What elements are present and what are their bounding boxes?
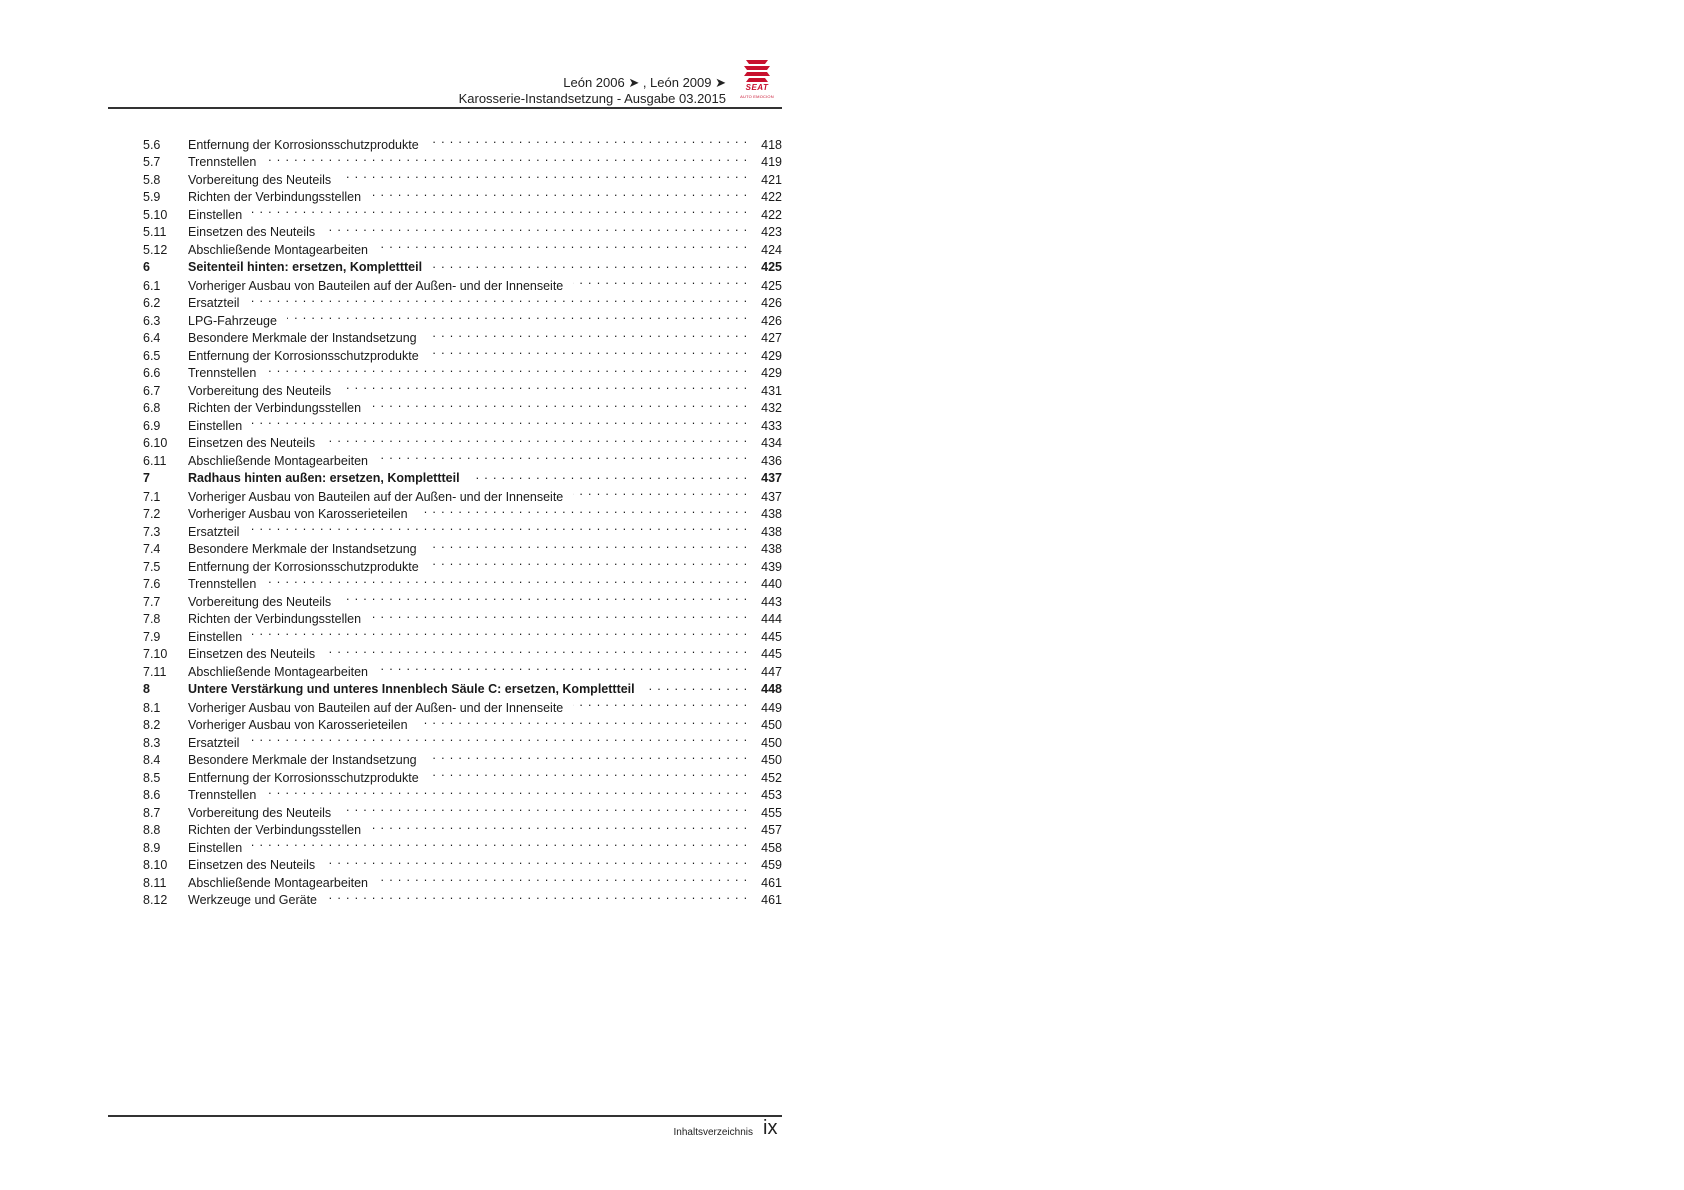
toc-dot-leader (418, 712, 748, 730)
toc-entry-page: 429 (761, 366, 782, 380)
toc-entry-number: 6.4 (143, 331, 161, 345)
header-titles (459, 75, 726, 107)
toc-entry-number: 5.12 (143, 242, 168, 257)
toc-entry-title: Einstellen (188, 629, 243, 644)
toc-row[interactable] (143, 131, 782, 152)
toc-entry-number: 8.5 (143, 770, 161, 785)
toc-entry-page: 419 (761, 155, 782, 169)
toc-dot-leader (371, 817, 748, 835)
toc-entry-title: Entfernung der Korrosionsschutzprodukte (188, 559, 419, 574)
toc-entry-number: 7 (143, 471, 150, 485)
toc-entry-number: 7.4 (143, 542, 161, 556)
toc-entry-number: 6.5 (143, 348, 161, 363)
toc-entry-number: 6 (143, 260, 150, 274)
toc-entry-page: 457 (761, 823, 782, 837)
toc-entry-title: Richten der Verbindungsstellen (188, 823, 362, 837)
toc-entry-number: 7.8 (143, 612, 161, 626)
toc-dot-leader (429, 342, 748, 360)
toc-dot-leader (266, 571, 748, 589)
toc-dot-leader (429, 764, 748, 782)
toc-dot-leader (341, 799, 748, 817)
toc-entry-title: Besondere Merkmale der Instandsetzung (188, 331, 417, 345)
toc-dot-leader (252, 412, 748, 430)
toc-entry-title: Abschließende Montagearbeiten (188, 242, 368, 257)
toc-entry-title: LPG-Fahrzeuge (188, 313, 277, 328)
toc-dot-leader (427, 325, 748, 343)
toc-chapter-row[interactable] (143, 465, 782, 484)
toc-entry-number: 7.11 (143, 664, 167, 679)
toc-entry-number: 8.9 (143, 840, 161, 855)
toc-entry-title: Einsetzen des Neuteils (188, 225, 316, 239)
toc-dot-leader (378, 447, 748, 465)
toc-dot-leader (266, 360, 748, 378)
toc-entry-page: 453 (761, 788, 782, 802)
header-subtitle: Karosserie-Instandsetzung - Ausgabe 03.2015 (458, 91, 726, 106)
toc-entry-number: 5.8 (143, 172, 161, 187)
toc-dot-leader (418, 501, 748, 519)
toc-entry-number: 5.6 (143, 137, 161, 152)
toc-entry-number: 5.9 (143, 190, 161, 204)
toc-entry-page: 447 (761, 664, 782, 679)
toc-entry-page: 452 (761, 770, 782, 785)
toc-entry-number: 8.12 (143, 893, 168, 907)
toc-dot-leader (378, 869, 748, 887)
toc-dot-leader (325, 430, 748, 448)
toc-entry-page: 444 (761, 612, 782, 626)
toc-entry-title: Richten der Verbindungsstellen (188, 401, 362, 415)
toc-dot-leader (327, 887, 748, 905)
toc-entry-number: 5.10 (143, 207, 168, 222)
toc-entry-page: 450 (761, 753, 782, 767)
header-divider (108, 107, 782, 109)
toc-entry-number: 8 (143, 682, 150, 696)
toc-entry-title: Trennstellen (188, 155, 257, 169)
toc-chapter-row[interactable] (143, 254, 782, 273)
toc-entry-title: Abschließende Montagearbeiten (188, 664, 368, 679)
toc-entry-number: 6.8 (143, 401, 161, 415)
toc-dot-leader (325, 219, 748, 237)
toc-entry-page: 426 (761, 313, 782, 328)
toc-dot-leader (432, 254, 748, 272)
toc-dot-leader (429, 553, 748, 571)
toc-entry-number: 8.3 (143, 735, 161, 750)
toc-entry-number: 6.7 (143, 383, 161, 398)
toc-entry-page: 432 (761, 401, 782, 415)
toc-entry-title: Vorheriger Ausbau von Karosserieteilen (188, 718, 408, 732)
toc-entry-title: Abschließende Montagearbeiten (188, 453, 368, 468)
toc-entry-page: 450 (761, 735, 782, 750)
toc-entry-page: 450 (761, 718, 782, 732)
toc-entry-title: Einsetzen des Neuteils (188, 858, 316, 872)
toc-dot-leader (470, 465, 748, 483)
toc-entry-title: Ersatzteil (188, 735, 240, 750)
toc-entry-number: 6.3 (143, 313, 161, 328)
toc-entry-title: Richten der Verbindungsstellen (188, 190, 362, 204)
toc-entry-title: Vorbereitung des Neuteils (188, 805, 332, 820)
toc-entry-title: Entfernung der Korrosionsschutzprodukte (188, 137, 419, 152)
toc-entry-title: Vorheriger Ausbau von Bauteilen auf der Außen- und der Innenseite (188, 489, 564, 504)
toc-entry-title: Vorbereitung des Neuteils (188, 172, 332, 187)
toc-entry-title: Radhaus hinten außen: ersetzen, Komplettteil (188, 471, 460, 485)
toc-entry-page: 431 (761, 383, 782, 398)
page-header (108, 58, 782, 108)
toc-entry-number: 7.6 (143, 577, 161, 591)
toc-entry-title: Vorheriger Ausbau von Bauteilen auf der Außen- und der Innenseite (188, 278, 564, 293)
toc-dot-leader (427, 536, 748, 554)
toc-entry-page: 437 (761, 471, 782, 485)
toc-entry-page: 423 (761, 225, 782, 239)
toc-entry-page: 427 (761, 331, 782, 345)
toc-dot-leader (378, 658, 748, 676)
toc-entry-page: 437 (761, 489, 782, 504)
toc-entry-page: 418 (761, 137, 782, 152)
header-models: León 2006 ➤ , León 2009 ➤ (563, 75, 726, 90)
toc-entry-number: 6.9 (143, 418, 161, 433)
toc-entry-page: 421 (761, 172, 782, 187)
toc-entry-page: 445 (761, 647, 782, 661)
toc-entry-number: 8.7 (143, 805, 161, 820)
toc-entry-page: 434 (761, 436, 782, 450)
table-of-contents (143, 131, 782, 907)
toc-dot-leader (645, 676, 748, 694)
toc-entry-title: Vorheriger Ausbau von Bauteilen auf der Außen- und der Innenseite (188, 700, 564, 715)
toc-entry-page: 424 (761, 242, 782, 257)
toc-entry-page: 429 (761, 348, 782, 363)
toc-entry-page: 422 (761, 190, 782, 204)
toc-entry-title: Vorbereitung des Neuteils (188, 594, 332, 609)
toc-entry-number: 7.5 (143, 559, 161, 574)
toc-entry-page: 461 (761, 875, 782, 890)
toc-dot-leader (371, 606, 748, 624)
toc-entry-number: 6.10 (143, 436, 168, 450)
toc-dot-leader (341, 588, 748, 606)
seat-logo-icon (732, 58, 782, 84)
toc-dot-leader (573, 272, 748, 290)
toc-entry-number: 7.7 (143, 594, 161, 609)
toc-entry-title: Einstellen (188, 840, 243, 855)
toc-dot-leader (371, 184, 748, 202)
toc-dot-leader (341, 377, 748, 395)
toc-entry-page: 426 (761, 296, 782, 310)
toc-entry-number: 6.6 (143, 366, 161, 380)
toc-dot-leader (325, 852, 748, 870)
toc-dot-leader (427, 747, 748, 765)
toc-entry-title: Ersatzteil (188, 524, 240, 539)
toc-entry-number: 8.2 (143, 718, 161, 732)
toc-entry-page: 433 (761, 418, 782, 433)
toc-entry-title: Abschließende Montagearbeiten (188, 875, 368, 890)
toc-entry-page: 425 (761, 260, 782, 274)
toc-dot-leader (287, 307, 748, 325)
toc-entry-title: Entfernung der Korrosionsschutzprodukte (188, 770, 419, 785)
toc-dot-leader (249, 518, 748, 536)
toc-entry-number: 7.10 (143, 647, 168, 661)
footer-page-number: ix (763, 1117, 778, 1139)
toc-dot-leader (266, 782, 748, 800)
toc-entry-page: 443 (761, 594, 782, 609)
toc-entry-title: Werkzeuge und Geräte (188, 893, 318, 907)
toc-entry-page: 438 (761, 524, 782, 539)
toc-entry-number: 8.11 (143, 875, 167, 890)
toc-entry-number: 6.1 (143, 278, 161, 293)
toc-entry-number: 8.1 (143, 700, 161, 715)
toc-entry-number: 5.11 (143, 225, 167, 239)
toc-entry-number: 6.11 (143, 453, 167, 468)
toc-entry-title: Seitenteil hinten: ersetzen, Komplettteil (188, 260, 423, 274)
toc-dot-leader (341, 166, 748, 184)
toc-entry-title: Einsetzen des Neuteils (188, 647, 316, 661)
toc-entry-page: 461 (761, 893, 782, 907)
toc-entry-page: 436 (761, 453, 782, 468)
seat-logo (732, 58, 782, 102)
toc-entry-title: Ersatzteil (188, 296, 240, 310)
toc-dot-leader (266, 149, 748, 167)
toc-dot-leader (371, 395, 748, 413)
toc-entry-page: 440 (761, 577, 782, 591)
toc-entry-page: 459 (761, 858, 782, 872)
toc-entry-page: 438 (761, 542, 782, 556)
toc-entry-page: 458 (761, 840, 782, 855)
toc-entry-title: Richten der Verbindungsstellen (188, 612, 362, 626)
toc-entry-page: 438 (761, 507, 782, 521)
toc-entry-page: 445 (761, 629, 782, 644)
footer-divider (108, 1115, 782, 1117)
toc-entry-number: 8.8 (143, 823, 161, 837)
toc-entry-number: 5.7 (143, 155, 161, 169)
toc-entry-title: Vorheriger Ausbau von Karosserieteilen (188, 507, 408, 521)
toc-entry-page: 422 (761, 207, 782, 222)
toc-entry-title: Besondere Merkmale der Instandsetzung (188, 542, 417, 556)
toc-dot-leader (252, 623, 748, 641)
toc-entry-number: 7.1 (143, 489, 161, 504)
toc-entry-title: Besondere Merkmale der Instandsetzung (188, 753, 417, 767)
toc-entry-title: Vorbereitung des Neuteils (188, 383, 332, 398)
toc-entry-number: 7.3 (143, 524, 161, 539)
toc-entry-page: 448 (761, 682, 782, 696)
toc-chapter-row[interactable] (143, 676, 782, 695)
toc-dot-leader (249, 290, 748, 308)
toc-dot-leader (573, 694, 748, 712)
toc-entry-page: 455 (761, 805, 782, 820)
toc-dot-leader (573, 483, 748, 501)
toc-entry-number: 8.6 (143, 788, 161, 802)
footer-section-label: Inhaltsverzeichnis (673, 1127, 753, 1138)
toc-entry-number: 8.4 (143, 753, 161, 767)
toc-dot-leader (252, 201, 748, 219)
toc-dot-leader (429, 131, 748, 149)
toc-entry-number: 6.2 (143, 296, 161, 310)
toc-entry-page: 449 (761, 700, 782, 715)
toc-entry-title: Untere Verstärkung und unteres Innenblech Säule C: ersetzen, Komplettteil (188, 682, 635, 696)
toc-entry-title: Einstellen (188, 207, 243, 222)
toc-entry-number: 7.2 (143, 507, 161, 521)
toc-entry-page: 425 (761, 278, 782, 293)
toc-dot-leader (378, 236, 748, 254)
toc-entry-title: Entfernung der Korrosionsschutzprodukte (188, 348, 419, 363)
toc-entry-number: 8.10 (143, 858, 168, 872)
logo-wordmark: SEAT (745, 83, 769, 92)
logo-tagline: AUTO EMOCION (740, 94, 774, 99)
toc-entry-title: Trennstellen (188, 366, 257, 380)
toc-entry-page: 439 (761, 559, 782, 574)
toc-entry-number: 7.9 (143, 629, 161, 644)
toc-entry-title: Trennstellen (188, 577, 257, 591)
toc-dot-leader (325, 641, 748, 659)
toc-dot-leader (249, 729, 748, 747)
toc-entry-title: Einstellen (188, 418, 243, 433)
toc-dot-leader (252, 834, 748, 852)
toc-entry-title: Trennstellen (188, 788, 257, 802)
toc-entry-title: Einsetzen des Neuteils (188, 436, 316, 450)
